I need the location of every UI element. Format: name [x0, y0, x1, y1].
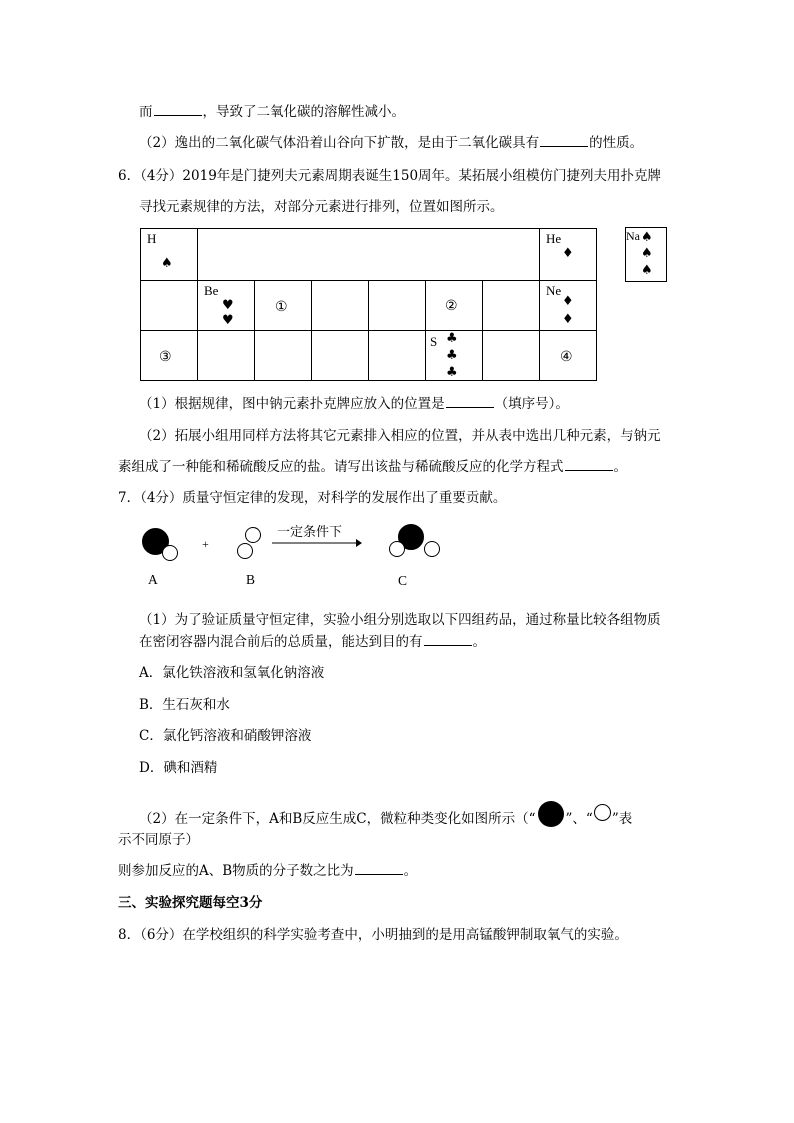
position-1: ①: [275, 299, 288, 315]
symbol-na: Na: [626, 229, 640, 243]
answer-blank[interactable]: [154, 103, 202, 116]
cell-r3-4: [311, 330, 369, 381]
text: （1）根据规律，图中钠元素扑克牌应放入的位置是: [139, 396, 445, 412]
text: ”、“: [565, 811, 593, 827]
cell-r3-3: [254, 330, 312, 381]
text: 的性质。: [589, 135, 644, 151]
text: ，导致了二氧化碳的溶解性减小。: [202, 104, 405, 120]
diamond-icon: ♦: [562, 294, 574, 309]
cell-h: [140, 228, 198, 281]
cell-s: [425, 330, 483, 381]
text: 。: [613, 459, 627, 475]
line-1: [139, 103, 405, 121]
label-b: B: [246, 572, 256, 587]
plus-sign: +: [202, 537, 209, 551]
text: 而: [139, 104, 153, 120]
answer-blank[interactable]: [424, 633, 472, 646]
club-icon: ♣: [446, 365, 458, 380]
small-atom-icon: [237, 543, 253, 559]
label-a: A: [148, 572, 158, 587]
spade-icon: ♠: [641, 246, 653, 261]
text: 在密闭容器内混合前后的总质量，能达到目的有: [139, 634, 423, 650]
diamond-icon: ♦: [562, 246, 574, 261]
q7-sub2-line-1: [139, 801, 632, 828]
position-3: ③: [159, 349, 172, 365]
cell-r2-1: [140, 280, 198, 331]
reaction-condition: 一定条件下: [277, 525, 343, 540]
symbol-h: H: [147, 231, 157, 246]
small-atom-icon: [594, 804, 611, 821]
heart-icon: ♥: [222, 313, 234, 328]
heart-icon: ♥: [222, 298, 234, 313]
spade-icon: ♠: [641, 230, 653, 245]
text: 则参加反应的A、B物质的分子数之比为: [118, 863, 354, 879]
q7-sub2-line-2: 示不同原子）: [118, 832, 199, 848]
text: 。: [472, 634, 486, 650]
cell-r2-5: [368, 280, 426, 331]
option-b[interactable]: B．生石灰和水: [139, 697, 230, 713]
cell-he: [539, 228, 597, 281]
cell-r2-7: [482, 280, 540, 331]
club-icon: ♣: [446, 331, 458, 346]
symbol-ne: Ne: [546, 283, 562, 298]
question-8-line-1: 8．（6分）在学校组织的科学实验考查中，小明抽到的是用高锰酸钾制取氧气的实验。: [118, 927, 628, 943]
cell-r3-5: [368, 330, 426, 381]
cell-be: [197, 280, 255, 331]
diamond-icon: ♦: [562, 312, 574, 327]
answer-blank[interactable]: [355, 862, 403, 875]
small-atom-icon: [424, 541, 440, 557]
big-atom-icon: [538, 801, 564, 827]
answer-blank[interactable]: [565, 458, 613, 471]
text: （2）逸出的二氧化碳气体沿着山谷向下扩散，是由于二氧化碳具有: [139, 135, 540, 151]
question-7-line-1: 7．（4分）质量守恒定律的发现，对科学的发展作出了重要贡献。: [118, 490, 507, 506]
cell-1[interactable]: [254, 280, 312, 331]
text: ”表: [611, 811, 633, 827]
question-6-line-1: 6．（4分）2019年是门捷列夫元素周期表诞生150周年。某拓展小组模仿门捷列夫用扑克牌: [118, 168, 662, 184]
q6-sub2-line-2: [118, 458, 627, 476]
small-atom-icon: [245, 527, 261, 543]
cell-4[interactable]: [539, 330, 597, 381]
symbol-he: He: [546, 231, 562, 246]
position-4: ④: [560, 349, 573, 365]
text: （填序号）。: [494, 396, 569, 412]
text: 素组成了一种能和稀硫酸反应的盐。请写出该盐与稀硫酸反应的化学方程式: [118, 459, 564, 475]
q6-sub2-line-1: （2）拓展小组用同样方法将其它元素排入相应的位置，并从表中选出几种元素，与钠元: [139, 428, 661, 444]
question-6-line-2: 寻找元素规律的方法，对部分元素进行排列，位置如图所示。: [139, 199, 504, 215]
q7-sub1-line-1: （1）为了验证质量守恒定律，实验小组分别选取以下四组药品，通过称量比较各组物质: [139, 612, 661, 628]
empty-gap: [197, 228, 541, 281]
label-c: C: [398, 573, 408, 588]
reaction-arrow-icon: [272, 538, 362, 548]
symbol-s: S: [430, 334, 438, 349]
line-2: [139, 134, 643, 152]
cell-r3-7: [482, 330, 540, 381]
small-atom-icon: [162, 545, 178, 561]
cell-r3-2: [197, 330, 255, 381]
option-d[interactable]: D．碘和酒精: [139, 760, 218, 776]
section-3-heading: 三、实验探究题每空3分: [118, 895, 263, 911]
q7-sub1-line-2: [139, 633, 486, 651]
option-c[interactable]: C．氯化钙溶液和硝酸钾溶液: [139, 728, 312, 744]
cell-ne: [539, 280, 597, 331]
answer-blank[interactable]: [446, 395, 494, 408]
text: 。: [403, 863, 418, 879]
answer-blank[interactable]: [540, 134, 588, 147]
q6-sub1: [139, 395, 569, 413]
club-icon: ♣: [446, 348, 458, 363]
option-a[interactable]: A．氯化铁溶液和氢氧化钠溶液: [139, 665, 325, 681]
spade-icon: ♠: [161, 256, 173, 271]
small-atom-icon: [389, 541, 405, 557]
cell-2[interactable]: [425, 280, 483, 331]
q7-sub2-line-3: [118, 862, 417, 880]
position-2: ②: [445, 298, 458, 314]
spade-icon: ♠: [641, 263, 653, 278]
na-card[interactable]: [625, 227, 667, 282]
cell-r2-4: [311, 280, 369, 331]
text: （2）在一定条件下，A和B反应生成C，微粒种类变化如图所示（“: [139, 811, 536, 827]
cell-3[interactable]: [140, 330, 198, 381]
element-table: [140, 228, 597, 381]
symbol-be: Be: [204, 283, 219, 298]
